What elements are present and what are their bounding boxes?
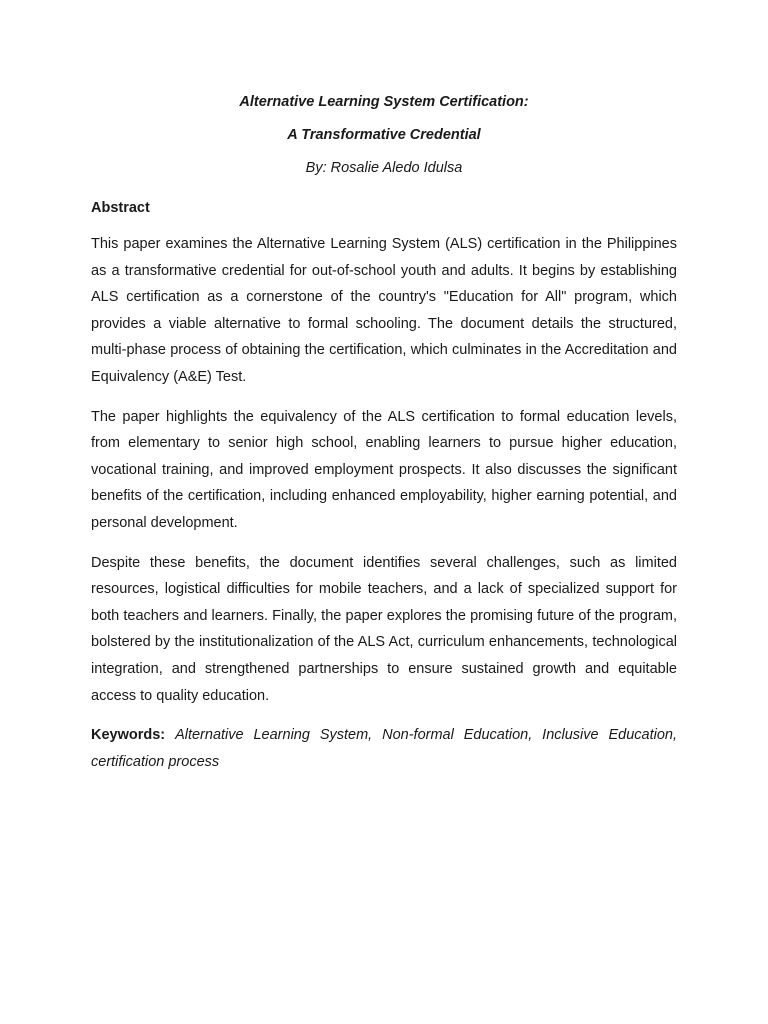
abstract-paragraph-3: Despite these benefits, the document identifies several challenges, such as limited resources, logistical difficulties for mobile teachers, and a lack of specialized support for both teachers and learners. Finally, the paper explores the promising future of the program, bolstered by the institutionalization of the ALS Act, curriculum enhancements, technological integration, and strengthened partnerships to ensure sustained growth and equitable access to quality education. bbox=[91, 554, 677, 704]
abstract-heading: Abstract bbox=[91, 200, 150, 216]
paper-title-line-1: Alternative Learning System Certification: bbox=[239, 94, 529, 110]
abstract-paragraph-2: The paper highlights the equivalency of the ALS certification to formal education levels, from elementary to senior high school, enabling learners to pursue higher education, vocational training, and improved employment prospects. It also discusses the significant benefits of the certification, including enhanced employability, higher earning potential, and personal development. bbox=[91, 408, 677, 531]
author-byline: By: Rosalie Aledo Idulsa bbox=[305, 160, 463, 176]
abstract-paragraph-1: This paper examines the Alternative Learning System (ALS) certification in the Philippines as a transformative credential for out-of-school youth and adults. It begins by establishing ALS certification as a cornerstone of the country's "Education for All" program, which provides a viable alternative to formal schooling. The document details the structured, multi-phase process of obtaining the certification, which culminates in the Accreditation and Equivalency (A&E) Test. bbox=[91, 236, 677, 385]
keywords-label: Keywords: bbox=[91, 727, 166, 744]
paper-title-line-2: A Transformative Credential bbox=[287, 127, 481, 143]
keywords-list: Alternative Learning System, Non-formal Education, Inclusive Education, certification process bbox=[91, 727, 678, 770]
keywords bbox=[91, 722, 677, 775]
